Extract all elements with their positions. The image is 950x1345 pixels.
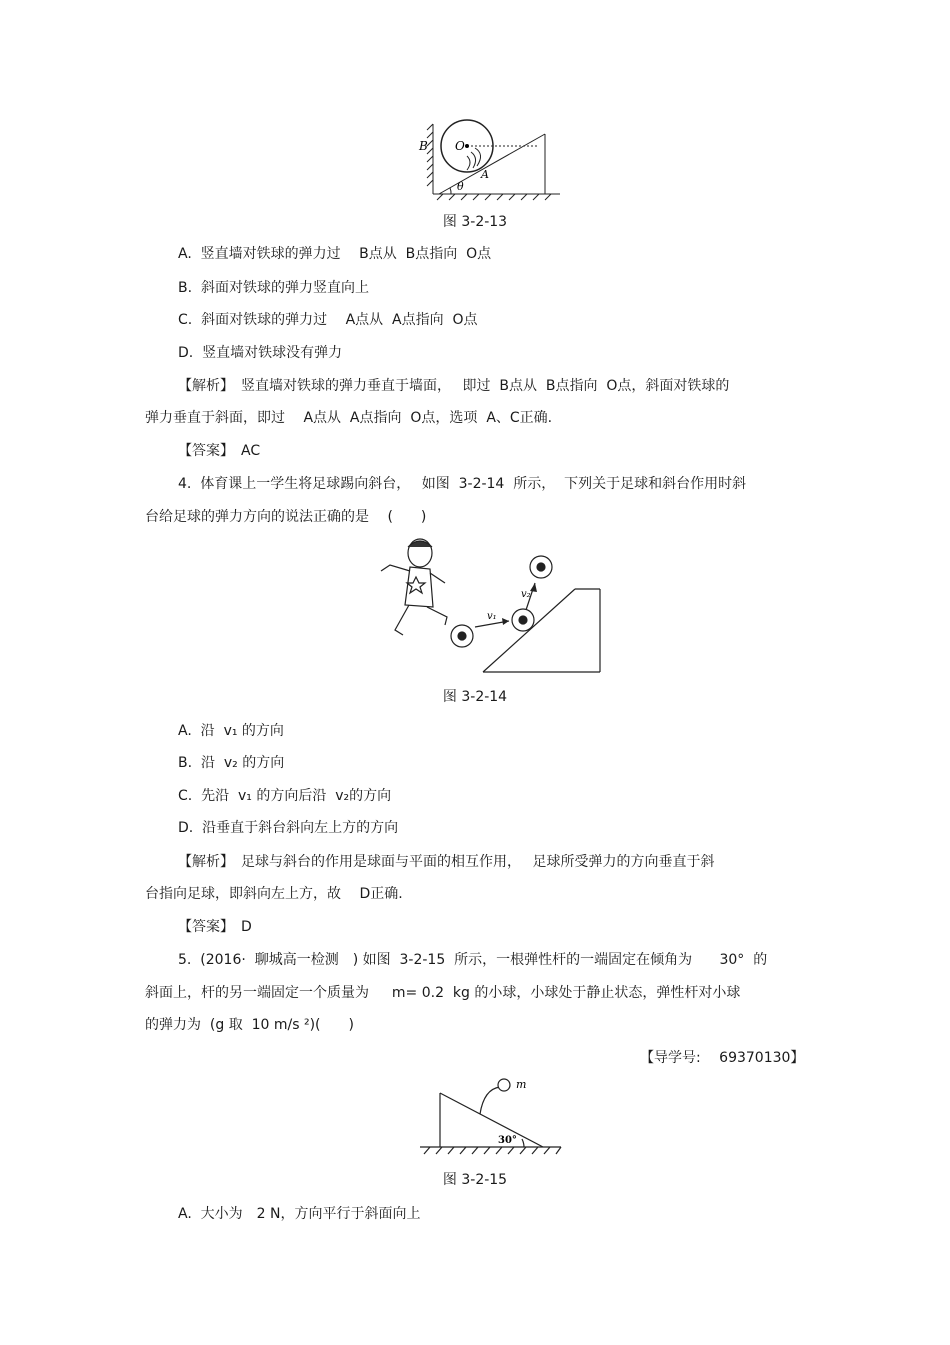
q3-answer: 【答案】 AC [178, 443, 261, 459]
label-v1: v₁ [487, 611, 497, 622]
figure-caption-3-2-13: 图 3-2-13 [442, 214, 508, 230]
guide-number: 【导学号: 69370130】 [640, 1050, 805, 1066]
q4-stem-line-2: 台给足球的弹力方向的说法正确的是 ( ) [145, 509, 427, 525]
figure-3-2-14 [375, 535, 605, 677]
label-a: A [481, 168, 489, 181]
q4-option-a: A. 沿 v₁ 的方向 [178, 723, 284, 739]
label-30-degree: 30° [498, 1135, 517, 1146]
q5-stem-line-3: 的弹力为 (g 取 10 m/s ²)( ) [145, 1017, 354, 1033]
q4-option-c: C. 先沿 v₁ 的方向后沿 v₂的方向 [178, 788, 392, 804]
label-v2: v₂ [521, 589, 531, 600]
q4-answer: 【答案】 D [178, 919, 252, 935]
q3-option-a: A. 竖直墙对铁球的弹力过 B点从 B点指向 O点 [178, 246, 492, 262]
q5-stem-line-1: 5. (2016· 聊城高一检测 ) 如图 3-2-15 所示，一根弹性杆的一端固定在倾角为 30° 的 [178, 952, 768, 968]
q4-option-b: B. 沿 v₂ 的方向 [178, 755, 285, 771]
q4-stem-line-1: 4. 体育课上一学生将足球踢向斜台， 如图 3-2-14 所示， 下列关于足球和斜台作用时斜 [178, 476, 747, 492]
label-m: m [516, 1078, 527, 1091]
q5-stem-line-2: 斜面上，杆的另一端固定一个质量为 m= 0.2 kg 的小球，小球处于静止状态，弹性杆对小球 [145, 985, 741, 1001]
figure-caption-3-2-14: 图 3-2-14 [442, 689, 508, 705]
q3-option-d: D. 竖直墙对铁球没有弹力 [178, 345, 343, 361]
figure-3-2-13 [415, 112, 565, 204]
q4-analysis-line-1: 【解析】 足球与斜台的作用是球面与平面的相互作用， 足球所受弹力的方向垂直于斜 [178, 854, 715, 870]
figure-3-2-14-drawing [375, 535, 605, 677]
q3-analysis-line-2: 弹力垂直于斜面，即过 A点从 A点指向 O点，选项 A、C正确. [145, 410, 553, 426]
q5-option-a: A. 大小为 2 N，方向平行于斜面向上 [178, 1206, 421, 1222]
figure-caption-3-2-15: 图 3-2-15 [442, 1172, 508, 1188]
q3-analysis-line-1: 【解析】 竖直墙对铁球的弹力垂直于墙面， 即过 B点从 B点指向 O点，斜面对铁球的 [178, 378, 730, 394]
q4-analysis-line-2: 台指向足球，即斜向左上方，故 D正确. [145, 886, 403, 902]
q3-option-b: B. 斜面对铁球的弹力竖直向上 [178, 280, 369, 296]
q3-option-c: C. 斜面对铁球的弹力过 A点从 A点指向 O点 [178, 312, 478, 328]
label-theta: θ [457, 180, 464, 193]
q4-option-d: D. 沿垂直于斜台斜向左上方的方向 [178, 820, 399, 836]
label-o: O [455, 139, 465, 153]
figure-3-2-13-drawing [415, 112, 565, 204]
figure-3-2-15 [418, 1075, 563, 1161]
figure-3-2-15-drawing [418, 1075, 563, 1161]
label-b: B [419, 139, 428, 153]
